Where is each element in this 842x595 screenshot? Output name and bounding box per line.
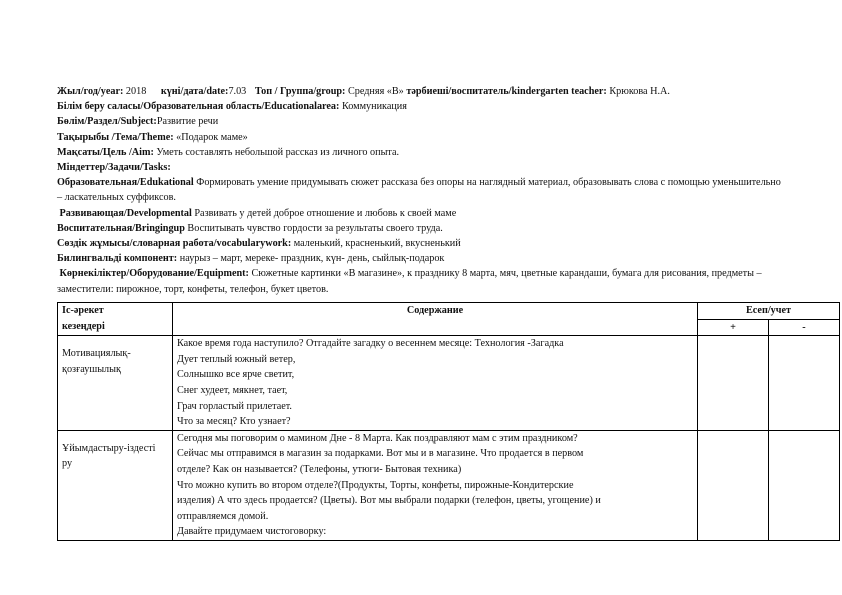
subject-line xyxy=(57,114,787,129)
minus-header: - xyxy=(769,319,840,336)
group-label: Топ / Группа/group: xyxy=(254,86,346,97)
subject-label: Бөлім/Раздел/Subject: xyxy=(57,116,157,128)
upbringing-task xyxy=(57,221,787,236)
content-line: Давайте придумаем чистоговорку: xyxy=(177,526,327,538)
teacher-label: тәрбиеші/воспитатель/kindergarten teacher: xyxy=(406,86,607,97)
tasks-line xyxy=(57,160,787,175)
dev-value: Развивать у детей доброе отношение и любовь к своей маме xyxy=(194,207,457,219)
stage-header xyxy=(58,303,173,336)
edu-label: Образовательная/Edukational xyxy=(57,177,194,189)
stage-header-line2: кезеңдері xyxy=(62,320,105,332)
plus-header: + xyxy=(698,319,769,336)
minus-cell xyxy=(769,430,840,540)
content-line: Снег худеет, мякнет, тает, xyxy=(177,384,288,396)
edu-value: Формировать умение придумывать сюжет рассказа без опоры на наглядный материал, образовывать слова с помощью уменьшительно – ласкательных суффиксов. xyxy=(57,177,781,204)
bilingual-label: Билингвальді компонент: xyxy=(57,253,178,265)
content-line: Что за месяц? Кто узнает? xyxy=(177,416,291,428)
content-line: Солнышко все ярче светит, xyxy=(177,369,295,381)
group-value: Средняя «В» xyxy=(347,86,404,97)
stage-cell xyxy=(58,336,173,431)
vocabulary-value: маленький, красненький, вкусненький xyxy=(293,238,461,250)
upbringing-value: Воспитывать чувство гордости за результаты своего труда. xyxy=(187,222,443,234)
table-row xyxy=(58,336,840,431)
content-header: Содержание xyxy=(173,303,698,336)
theme-value: «Подарок маме» xyxy=(176,131,248,143)
area-label: Білім беру саласы/Образовательная область/Educationalarea: xyxy=(57,101,340,113)
header-line xyxy=(57,84,787,99)
teacher-value: Крюкова Н.А. xyxy=(609,86,670,97)
aim-line xyxy=(57,145,787,160)
content-line: Что можно купить во втором отделе?(Продукты, Торты, конфеты, пирожные-Кондитерские xyxy=(177,479,574,491)
date-label: күні/дата/date: xyxy=(160,86,229,97)
content-line: отделе? Как он называется? (Телефоны, утюги- Бытовая техника) xyxy=(177,463,462,475)
bilingual-line xyxy=(57,251,787,266)
plus-cell xyxy=(698,430,769,540)
theme-line xyxy=(57,130,787,145)
dev-label: Развивающая/Developmental xyxy=(59,207,192,219)
content-line: Дует теплый южный ветер, xyxy=(177,353,296,365)
minus-cell xyxy=(769,336,840,431)
lesson-plan-header xyxy=(57,84,787,297)
date-value: 7.03 xyxy=(228,86,247,97)
content-line: Сейчас мы отправимся в магазин за подарками. Вот мы и в магазине. Что продается в первом xyxy=(177,448,584,460)
table-row xyxy=(58,430,840,540)
vocabulary-label: Сөздік жұмысы/словарная работа/vocabularywork: xyxy=(57,238,292,250)
activity-table xyxy=(57,302,840,541)
aim-value: Уметь составлять небольшой рассказ из личного опыта. xyxy=(156,146,400,158)
account-header: Есеп/учет xyxy=(698,303,840,320)
dev-task xyxy=(57,206,787,221)
content-line: Сегодня мы поговорим о мамином Дне - 8 Марта. Как поздравляют мам с этим праздником? xyxy=(177,432,578,444)
stage-cell xyxy=(58,430,173,540)
subject-value: Развитие речи xyxy=(156,116,219,128)
content-line: отправляемся домой. xyxy=(177,510,269,522)
content-line: Грач горластый прилетает. xyxy=(177,400,292,412)
area-value: Коммуникация xyxy=(341,101,407,113)
theme-label: Тақырыбы /Тема/Theme: xyxy=(57,131,174,143)
equipment-line xyxy=(57,266,787,296)
stage-header-line1: Іс-әрекет xyxy=(62,305,104,316)
content-line: Какое время года наступило? Отгадайте загадку о весеннем месяце: Технология -Загадка xyxy=(177,338,564,350)
table-header-row xyxy=(58,303,840,320)
upbringing-label: Воспитательная/Bringingup xyxy=(57,222,185,234)
stage-label: Мотивациялық-қозғаушылық xyxy=(62,348,131,375)
tasks-label: Міндеттер/Задачи/Tasks: xyxy=(57,162,171,174)
plus-cell xyxy=(698,336,769,431)
content-cell xyxy=(173,336,698,431)
content-line: изделия) А что здесь продается? (Цветы). Вот мы выбрали подарки (телефон, цветы, угощение) и xyxy=(177,495,601,507)
year-label: Жыл/год/year: xyxy=(57,86,124,97)
equipment-value: Сюжетные картинки «В магазине», к празднику 8 марта, мяч, цветные карандаши, бумага для рисования, предметы –заместители: пирожное, торт, конфеты, телефон, букет цветов. xyxy=(57,268,762,295)
bilingual-value: наурыз – март, мереке- праздник, күн- день, сыйлық-подарок xyxy=(179,253,445,265)
edu-task xyxy=(57,175,787,205)
area-line xyxy=(57,99,787,114)
stage-label: Ұйымдастыру-іздестіру xyxy=(62,442,156,470)
content-cell xyxy=(173,430,698,540)
vocabulary-line xyxy=(57,236,787,251)
equipment-label: Көрнекіліктер/Оборудование/Equipment: xyxy=(59,268,249,280)
year-value: 2018 xyxy=(125,86,147,97)
aim-label: Мақсаты/Цель /Aim: xyxy=(57,146,154,158)
